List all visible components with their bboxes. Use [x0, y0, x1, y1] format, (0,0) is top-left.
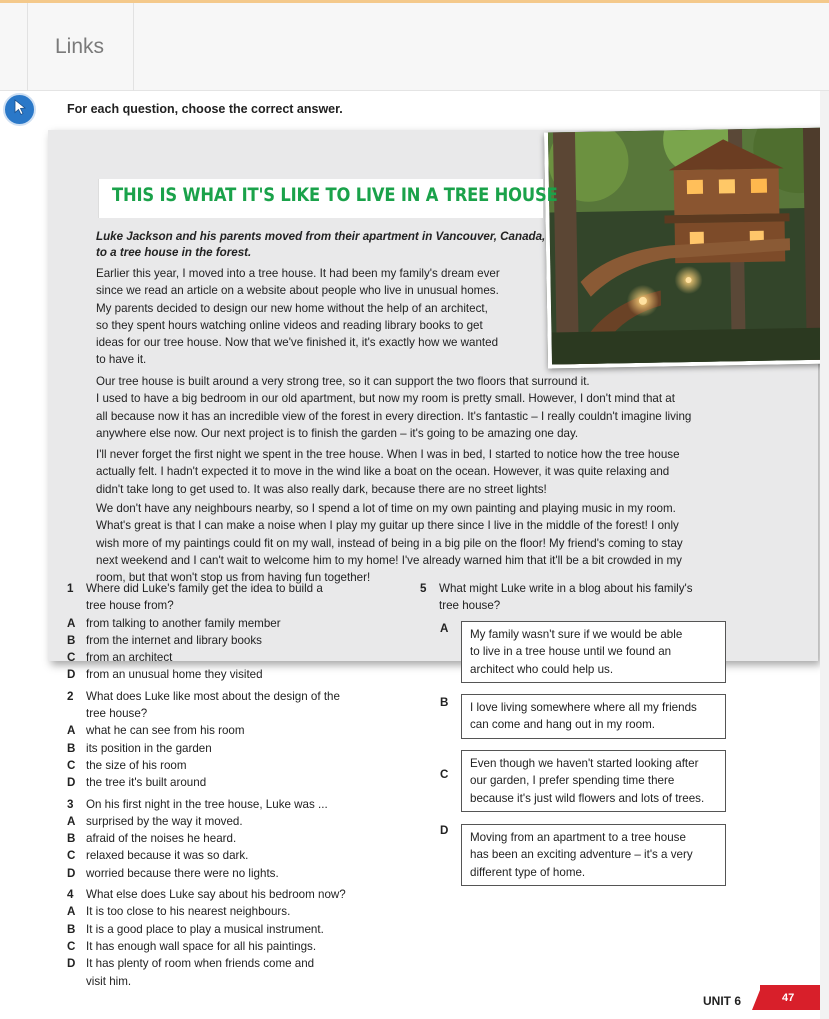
answer-option[interactable]: A from talking to another family member	[67, 616, 281, 630]
article-paragraph-4: We don't have any neighbours nearby, so I spend a lot of time on my own painting and playing music in my room. What's great is that I can make a noise when I play my guitar up there since I live in the middle of the forest! I only wish more of my paintings could fit on my wall, instead of being in a big pile on the floor! My friend's coming to stay next weekend and I can't wait to welcome him to my home! I've already warned him that it'll be a bit crowded in my room, but that won't stop us from having fun together!	[96, 502, 683, 585]
answer-option[interactable]: D worried because there were no lights.	[67, 866, 279, 880]
question-2: 2 What does Luke like most about the design of the tree house?	[67, 689, 340, 721]
answer-option[interactable]: B from the internet and library books	[67, 633, 262, 647]
choice-box-c[interactable]: Even though we haven't started looking after our garden, I prefer spending time there because it's just wild flowers and lots of trees.	[461, 750, 726, 812]
links-tab[interactable]: Links	[27, 3, 134, 91]
choice-box-a[interactable]: My family wasn't sure if we would be able to live in a tree house until we found an architect who could help us.	[461, 621, 726, 683]
top-bar	[0, 3, 829, 91]
answer-option[interactable]: D the tree it's built around	[67, 776, 207, 790]
instruction-text: For each question, choose the correct answer.	[67, 102, 343, 116]
answer-option[interactable]: A what he can see from his room	[67, 724, 245, 738]
article-paragraph-3: I'll never forget the first night we spent in the tree house. When I was in bed, I started to notice how the tree house actually felt. I hadn't expected it to move in the wind like a boat on the ocean. However, it was quite relaxing and didn't take long to get used to. It was also really dark, because there are no street lights!	[96, 448, 680, 496]
choice-letter-a: A	[440, 622, 449, 635]
article-title: THIS IS WHAT IT'S LIKE TO LIVE IN A TREE HOUSE	[112, 184, 558, 206]
article-paragraph-2: Our tree house is built around a very strong tree, so it can support the two floors that surround it. I used to have a big bedroom in our old apartment, but now my room is pretty small. However, I don't mind that at all because now it has an incredible view of the forest in every direction. It's fantastic – I really couldn't imagine living anywhere else now. Our next project is to finish the garden – it's going to be amazing one day.	[96, 375, 692, 440]
answer-option[interactable]: A It is too close to his nearest neighbours.	[67, 905, 291, 919]
question-number: 3	[67, 797, 74, 811]
article-intro: Luke Jackson and his parents moved from their apartment in Vancouver, Canada, to a tree house in the forest.	[96, 230, 546, 259]
pointer-tool-button[interactable]	[3, 93, 36, 126]
question-number: 1	[67, 582, 74, 595]
answer-option[interactable]: D It has plenty of room when friends come and visit him.	[67, 957, 315, 988]
question-5: 5 What might Luke write in a blog about his family's tree house?	[420, 582, 693, 613]
tree-house-photo	[544, 127, 829, 368]
textbook-page	[40, 91, 829, 1019]
cursor-arrow-icon	[11, 98, 29, 121]
answer-option[interactable]: B It is a good place to play a musical instrument.	[67, 922, 324, 936]
answer-option[interactable]: B afraid of the noises he heard.	[67, 832, 237, 846]
choice-letter-b: B	[440, 696, 449, 709]
choice-letter-d: D	[440, 824, 449, 837]
answer-option[interactable]: C the size of his room	[67, 758, 187, 772]
choice-letter-c: C	[440, 768, 449, 781]
question-4: 4 What else does Luke say about his bedroom now?	[67, 886, 407, 903]
answer-option[interactable]: D from an unusual home they visited	[67, 668, 263, 682]
choice-box-d[interactable]: Moving from an apartment to a tree house has been an exciting adventure – it's a very different type of home.	[461, 824, 726, 886]
question-number: 2	[67, 689, 74, 703]
question-number: 4	[67, 888, 74, 902]
answer-option[interactable]: A surprised by the way it moved.	[67, 814, 243, 828]
scrollbar-track[interactable]	[820, 91, 829, 1019]
unit-label: UNIT 6	[703, 994, 742, 1008]
page-number: 47	[760, 985, 829, 1010]
answer-option[interactable]: B its position in the garden	[67, 741, 212, 755]
questions-left-column	[67, 580, 407, 990]
question-1: 1 Where did Luke's family get the idea to build a tree house from?	[67, 582, 323, 613]
choice-box-b[interactable]: I love living somewhere where all my friends can come and hang out in my room.	[461, 694, 726, 739]
answer-option[interactable]: C relaxed because it was so dark.	[67, 849, 249, 863]
question-number: 5	[420, 582, 427, 595]
answer-option[interactable]: C from an architect	[67, 651, 173, 665]
article-paragraph-1: Earlier this year, I moved into a tree house. It had been my family's dream ever since we read an article on a website about people who live in unusual homes. My parents decided to design our new home without the help of an architect, so they spent hours watching online videos and reading library books to get ideas for our tree house. Now that we've finished it, it's exactly how we wanted to have it.	[96, 267, 500, 367]
question-3: 3 On his first night in the tree house, Luke was ...	[67, 796, 407, 813]
answer-option[interactable]: C It has enough wall space for all his paintings.	[67, 939, 317, 953]
